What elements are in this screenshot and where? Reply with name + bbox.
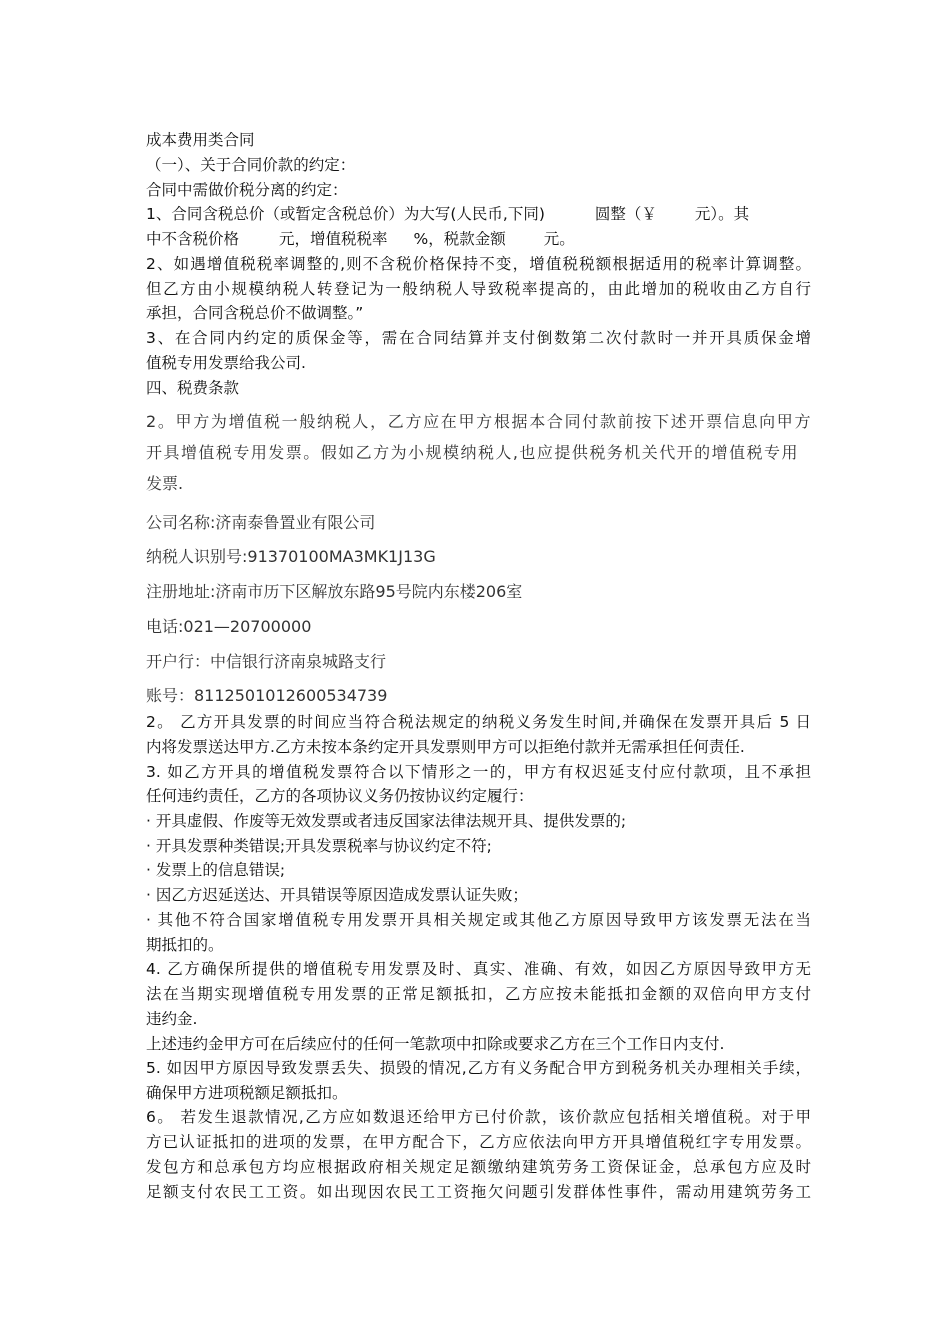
invoice-account: 账号：8112501012600534739 [146, 686, 388, 705]
section-4-heading: 四、税费条款 [146, 379, 240, 397]
clause-2b-line-2: 内将发票送达甲方.乙方未按本条约定开具发票则甲方可以拒绝付款并无需承担任何责任. [146, 738, 745, 756]
item-1-text-d: 中不含税价格 [146, 230, 240, 248]
clause-6-line-3: 发包方和总承包方均应根据政府相关规定足额缴纳建筑劳务工资保证金，总承包方应及时 [146, 1158, 811, 1176]
paragraph-price-tax-separation: 合同中需做价税分离的约定： [146, 181, 348, 199]
bullet-item: · 发票上的信息错误; [146, 861, 286, 879]
item-2-line-3: 承担，合同含税总价不做调整。” [146, 304, 364, 322]
bullet-item: · 其他不符合国家增值税专用发票开具相关规定或其他乙方原因导致甲方该发票无法在当 [146, 911, 811, 929]
clause-5-line-1: 5. 如因甲方原因导致发票丢失、损毁的情况,乙方有义务配合甲方到税务机关办理相关手续， [146, 1059, 811, 1077]
item-1-text-f: %，税款金额 [413, 230, 506, 248]
bullet-item: · 因乙方迟延送达、开具错误等原因造成发票认证失败； [146, 886, 528, 904]
clause-6-line-1: 6。 若发生退款情况,乙方应如数退还给甲方已付价款，该价款应包括相关增值税。对于甲 [146, 1108, 811, 1126]
clause-4-line-4: 上述违约金甲方可在后续应付的任何一笔款项中扣除或要求乙方在三个工作日内支付. [146, 1035, 725, 1053]
bullet-item: · 开具虚假、作废等无效发票或者违反国家法律法规开具、提供发票的; [146, 812, 627, 830]
clause-4-line-3: 违约金. [146, 1010, 198, 1028]
item-3-line-2: 值税专用发票给我公司. [146, 354, 306, 372]
clause-4-line-1: 4. 乙方确保所提供的增值税专用发票及时、真实、准确、有效，如因乙方原因导致甲方无 [146, 960, 811, 978]
clause-2-line-2: 开具增值税专用发票。假如乙方为小规模纳税人,也应提供税务机关代开的增值税专用 [146, 443, 798, 462]
clause-6-line-2: 方已认证抵扣的进项的发票，在甲方配合下，乙方应依法向甲方开具增值税红字专用发票。 [146, 1133, 811, 1151]
clause-6-line-4: 足额支付农民工工资。如出现因农民工工资拖欠问题引发群体性事件，需动用建筑劳务工 [146, 1183, 811, 1201]
invoice-address: 注册地址:济南市历下区解放东路95号院内东楼206室 [146, 582, 523, 601]
item-1-text-b: 圆整（￥ [594, 205, 657, 223]
item-1-text-e: 元，增值税税率 [279, 230, 388, 248]
clause-2b-line-1: 2。 乙方开具发票的时间应当符合税法规定的纳税义务发生时间,并确保在发票开具后 5 日 [146, 713, 811, 731]
item-2-line-2: 但乙方由小规模纳税人转登记为一般纳税人导致税率提高的，由此增加的税收由乙方自行 [146, 280, 811, 298]
invoice-company-name: 公司名称:济南泰鲁置业有限公司 [146, 513, 376, 532]
item-3-line-1: 3、在合同内约定的质保金等，需在合同结算并支付倒数第二次付款时一并开具质保金增 [146, 329, 811, 347]
invoice-phone: 电话:021—20700000 [146, 617, 312, 636]
item-1-line-2 [146, 229, 575, 249]
clause-2-line-1: 2。甲方为增值税一般纳税人，乙方应在甲方根据本合同付款前按下述开票信息向甲方 [146, 412, 811, 431]
clause-5-line-2: 确保甲方进项税额足额抵扣。 [146, 1084, 348, 1102]
item-1-text-a: 1、合同含税总价（或暂定含税总价）为大写(人民币,下同) [146, 205, 545, 223]
clause-2-line-3: 发票. [146, 474, 184, 493]
clause-3-line-2: 任何违约责任，乙方的各项协议义务仍按协议约定履行： [146, 787, 534, 805]
clause-4-line-2: 法在当期实现增值税专用发票的正常足额抵扣，乙方应按未能抵扣金额的双倍向甲方支付 [146, 985, 811, 1003]
clause-3-line-1: 3. 如乙方开具的增值税发票符合以下情形之一的，甲方有权迟延支付应付款项，且不承担 [146, 763, 811, 781]
doc-heading: 成本费用类合同 [146, 131, 255, 149]
invoice-tax-id: 纳税人识别号:91370100MA3MK1J13G [146, 547, 436, 566]
bullet-item-continued: 期抵扣的。 [146, 936, 224, 954]
section-1-heading: （一）、关于合同价款的约定： [146, 156, 356, 174]
bullet-item: · 开具发票种类错误;开具发票税率与协议约定不符; [146, 837, 492, 855]
item-1-text-c: 元）。其 [694, 205, 750, 223]
item-2-line-1: 2、如遇增值税税率调整的,则不含税价格保持不变，增值税税额根据适用的税率计算调整。 [146, 255, 811, 273]
item-1-text-g: 元。 [543, 230, 575, 248]
invoice-bank: 开户行：中信银行济南泉城路支行 [146, 652, 387, 671]
item-1-line-1 [146, 204, 749, 224]
